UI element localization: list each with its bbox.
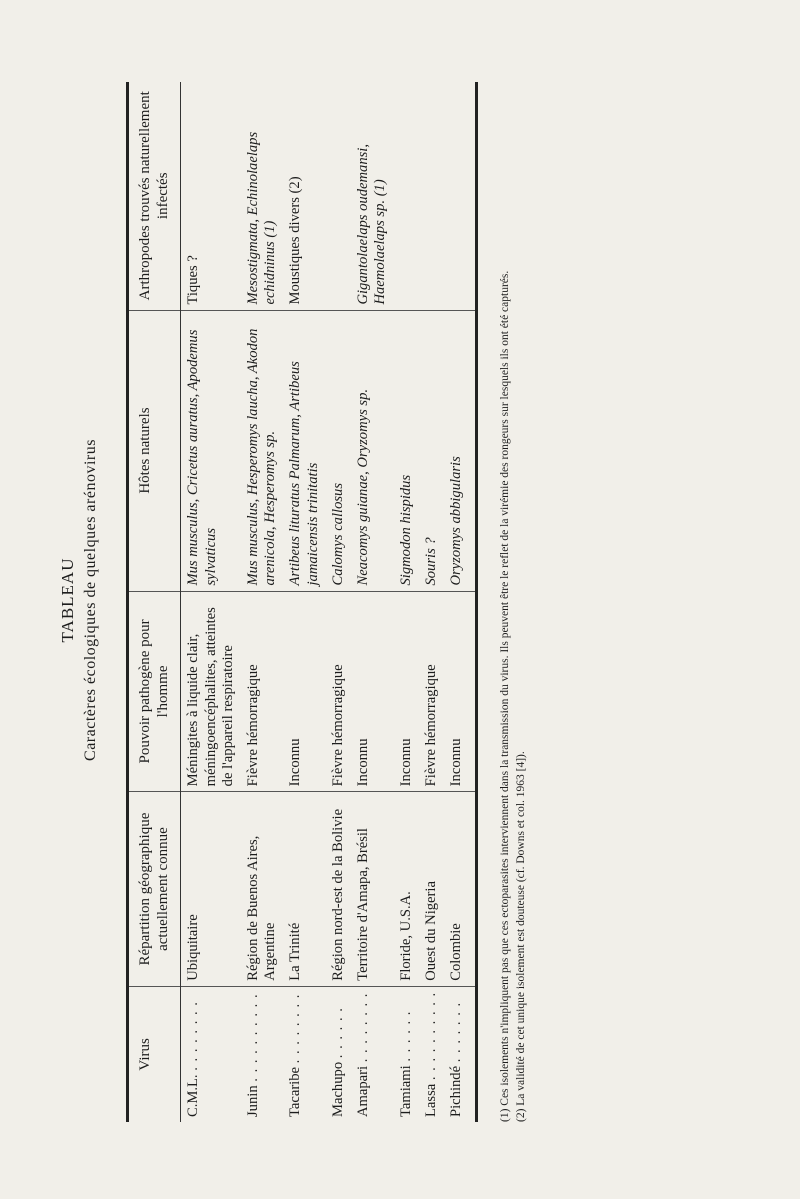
cell-pouvoir [444,591,477,792]
cell-hotes-text: Artibeus lituratus Palmarum, Artibeus jamaicensis trinitatis [287,361,321,586]
table-body [181,82,477,1122]
cell-arthropodes [419,82,444,310]
cell-pouvoir [351,591,393,792]
header-hotes: Hôtes naturels [128,310,181,591]
cell-pouvoir [181,591,241,792]
cell-virus [351,986,393,1122]
cell-hotes [444,310,477,591]
cell-pouvoir-text: Inconnu [448,738,464,787]
leader-dots: . . . . . . . . . . [422,991,439,1081]
cell-hotes [394,310,419,591]
cell-virus [241,986,283,1122]
cell-repartition-text: Floride, U.S.A. [397,891,414,981]
cell-pouvoir-text: Fièvre hémorragique [329,664,346,787]
leader-dots: . . . . . . . [448,1001,464,1063]
cell-hotes [351,310,393,591]
cell-arthropodes [444,82,477,310]
cell-virus [419,986,444,1122]
arenavirus-table [126,82,478,1122]
cell-hotes [326,310,351,591]
virus-name: Junin [245,1085,262,1117]
leader-dots: . . . . . . . . [287,993,304,1064]
cell-arthropodes [241,82,283,310]
table-title: TABLEAU [58,557,77,643]
footnote-1: (1) Ces isolements n'impliquent pas que ces ectoparasites interviennent dans la transmission du virus. Ils peuvent être le reflet de la virémie des rongeurs sur lesquels ils ont été capturés. [499,270,512,1122]
header-row [128,82,181,1122]
cell-pouvoir [241,591,283,792]
cell-arthropodes-text: Tiques ? [185,255,202,305]
cell-arthropodes [283,82,325,310]
table-row [351,82,393,1122]
leader-dots: . . . . . . . . [355,992,372,1063]
cell-arthropodes [351,82,393,310]
cell-hotes-text: Oryzomys abbigularis [448,456,464,586]
table-subtitle: Caractères écologiques de quelques arénovirus [82,439,99,761]
cell-virus [444,986,477,1122]
virus-name: C.M.L. [185,1074,202,1117]
cell-hotes-text: Calomys callosus [329,482,346,586]
cell-repartition-text: Territoire d'Amapa, Brésil [355,828,372,981]
table-row [241,82,283,1122]
cell-arthropodes [181,82,241,310]
virus-name: Lassa [422,1083,439,1117]
table-row [419,82,444,1122]
cell-repartition-text: Ubiquitaire [185,914,202,981]
cell-pouvoir-text: Méningites à liquide clair, méningoencéphalites, atteintes de l'appareil respiratoire [185,607,236,787]
virus-name: Pichindé [448,1065,464,1117]
header-arthropodes: Arthropodes trouvés naturellement infectés [128,82,181,310]
leader-dots: . . . . . . [397,1010,414,1062]
header-pouvoir: Pouvoir pathogène pour l'homme [128,591,181,792]
cell-hotes [181,310,241,591]
cell-repartition-text: La Trinité [287,922,304,981]
cell-repartition [181,792,241,986]
table-row [181,82,241,1122]
cell-repartition [283,792,325,986]
cell-hotes [241,310,283,591]
header-virus: Virus [128,986,181,1122]
cell-repartition [419,792,444,986]
cell-arthropodes [326,82,351,310]
cell-arthropodes [394,82,419,310]
cell-pouvoir-text: Inconnu [397,738,414,787]
cell-hotes-text: Mus musculus, Hesperomys laucha, Akodon arenicola, Hesperomys sp. [245,328,279,586]
cell-pouvoir-text: Fièvre hémorragique [422,664,439,787]
leader-dots: . . . . . . . . . . [245,993,262,1082]
rotated-page [20,20,780,1180]
leader-dots: . . . . . . . . [185,1001,202,1071]
cell-repartition-text: Colombie [448,923,464,981]
header-repartition: Répartition géographique actuellement connue [128,792,181,986]
table-row [444,82,477,1122]
cell-repartition [326,792,351,986]
table-row [283,82,325,1122]
cell-repartition [351,792,393,986]
virus-name: Machupo [329,1061,346,1117]
caption [58,20,100,1180]
cell-repartition [444,792,477,986]
cell-pouvoir [419,591,444,792]
cell-pouvoir [326,591,351,792]
cell-hotes-text: Mus musculus, Cricetus auratus, Apodemus sylvaticus [185,329,219,586]
leader-dots: . . . . . . [329,1007,346,1059]
virus-name: Tacaribe [287,1066,304,1117]
virus-name: Amapari [355,1065,372,1117]
cell-pouvoir [283,591,325,792]
cell-repartition [241,792,283,986]
footnotes [498,82,529,1122]
cell-pouvoir-text: Inconnu [355,738,372,787]
cell-hotes-text: Souris ? [422,537,439,586]
cell-repartition-text: Région nord-est de la Bolivie [329,808,346,981]
cell-hotes-text: Neacomys guianae, Oryzomys sp. [355,388,372,586]
cell-repartition [394,792,419,986]
cell-arthropodes-text: Mesostigmata, Echinolaelaps echidninus (1) [245,131,279,305]
cell-virus [181,986,241,1122]
cell-virus [394,986,419,1122]
cell-repartition-text: Région de Buenos Aires, Argentine [245,835,279,981]
cell-hotes [419,310,444,591]
table-row [326,82,351,1122]
cell-pouvoir [394,591,419,792]
cell-repartition-text: Ouest du Nigeria [422,881,439,981]
cell-hotes [283,310,325,591]
footnote-2: (2) La validité de cet unique isolement est douteuse (cf. Downs et col. 1963 [4]). [514,751,527,1122]
cell-virus [283,986,325,1122]
cell-virus [326,986,351,1122]
cell-pouvoir-text: Inconnu [287,738,304,787]
cell-arthropodes-text: Moustiques divers (2) [287,176,304,305]
virus-name: Tamiami [397,1065,414,1117]
table-row [394,82,419,1122]
cell-pouvoir-text: Fièvre hémorragique [245,664,262,787]
cell-arthropodes-text: Gigantolaelaps oudemansi, Haemolaelaps sp. (1) [355,144,389,305]
cell-hotes-text: Sigmodon hispidus [397,474,414,586]
